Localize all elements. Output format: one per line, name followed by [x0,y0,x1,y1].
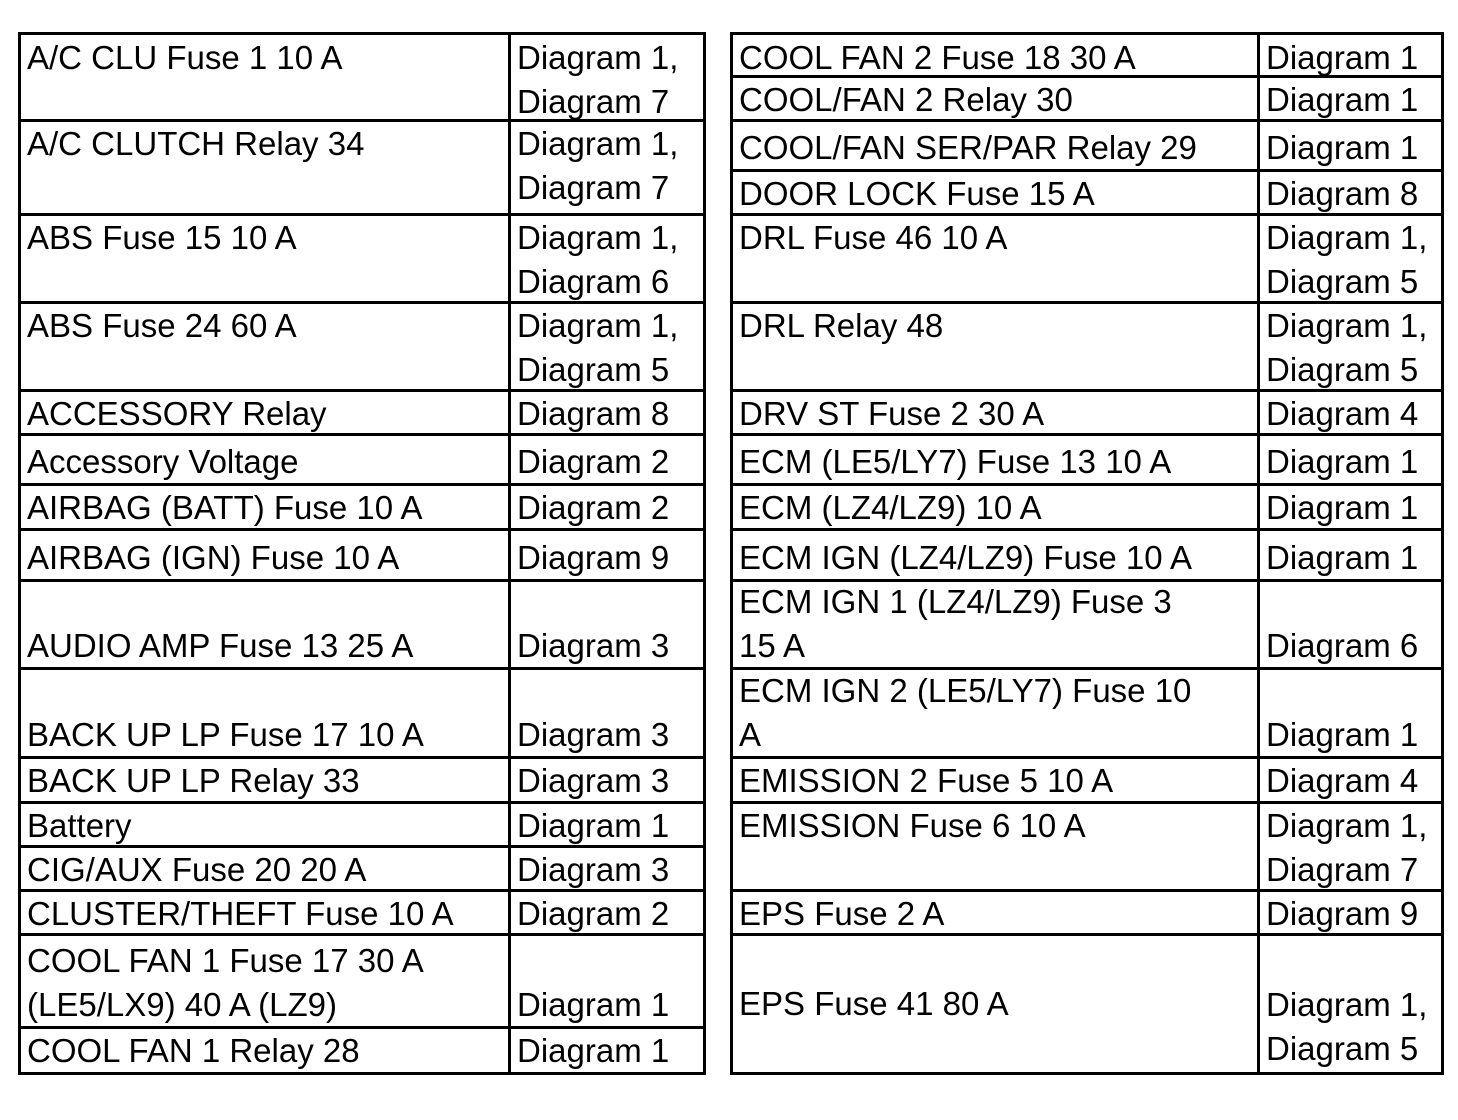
row-divider [21,433,703,436]
diagram-reference: Diagram 1 [517,1032,670,1069]
row-divider [21,933,703,936]
component-label: COOL FAN 1 Relay 28 [27,1032,360,1069]
component-label: AIRBAG (BATT) Fuse 10 A [27,489,423,526]
row-divider [733,528,1441,531]
component-label: COOL/FAN SER/PAR Relay 29 [739,129,1197,166]
diagram-reference: Diagram 1 [1266,81,1419,118]
component-label: ECM (LZ4/LZ9) 10 A [739,489,1042,526]
component-label: AIRBAG (IGN) Fuse 10 A [27,539,400,576]
row-divider [733,933,1441,936]
component-label: BACK UP LP Fuse 17 10 A [27,716,424,753]
row-divider [21,528,703,531]
component-label: DRV ST Fuse 2 30 A [739,395,1045,432]
component-label: A/C CLU Fuse 1 10 A [27,39,343,76]
diagram-reference: Diagram 3 [517,627,670,664]
component-label: ACCESSORY Relay [27,395,327,432]
component-label: Accessory Voltage [27,443,299,480]
component-label: EMISSION 2 Fuse 5 10 A [739,762,1114,799]
diagram-reference: Diagram 1, Diagram 7 [517,125,679,206]
component-label: DOOR LOCK Fuse 15 A [739,175,1095,212]
component-label: EPS Fuse 41 80 A [739,984,1009,1022]
diagram-reference: Diagram 3 [517,716,670,753]
diagram-reference: Diagram 1, Diagram 7 [1266,807,1428,888]
diagram-reference: Diagram 6 [1266,627,1419,664]
diagram-reference: Diagram 3 [517,851,670,888]
component-label: ABS Fuse 15 10 A [27,219,297,256]
diagram-reference: Diagram 3 [517,762,670,799]
component-label: COOL/FAN 2 Relay 30 [739,81,1073,118]
diagram-reference: Diagram 2 [517,489,670,526]
diagram-reference: Diagram 8 [1266,175,1419,212]
diagram-reference: Diagram 2 [517,895,670,932]
component-label: CIG/AUX Fuse 20 20 A [27,851,367,888]
diagram-reference: Diagram 1, Diagram 5 [1266,219,1428,300]
component-label: DRL Fuse 46 10 A [739,219,1008,256]
diagram-reference: Diagram 4 [1266,395,1419,432]
component-label: Battery [27,807,132,844]
component-label: AUDIO AMP Fuse 13 25 A [27,627,414,664]
diagram-reference: Diagram 1, Diagram 5 [1266,986,1428,1067]
component-label: COOL FAN 1 Fuse 17 30 A (LE5/LX9) 40 A (LZ9) [27,942,424,1023]
component-label: ECM IGN 1 (LZ4/LZ9) Fuse 3 15 A [739,583,1172,664]
diagram-reference: Diagram 1 [1266,129,1419,166]
fuse-index-table-left [18,32,706,1075]
diagram-reference: Diagram 1 [517,986,670,1023]
diagram-reference: Diagram 9 [517,539,670,576]
row-divider [21,579,703,582]
diagram-reference: Diagram 8 [517,395,670,432]
diagram-reference: Diagram 1 [517,807,670,844]
component-label: ECM IGN 2 (LE5/LY7) Fuse 10 A [739,672,1192,753]
component-label: DRL Relay 48 [739,307,944,344]
component-label: A/C CLUTCH Relay 34 [27,125,365,162]
diagram-reference: Diagram 1 [1266,716,1419,753]
diagram-reference: Diagram 2 [517,443,670,480]
row-divider [21,667,703,670]
component-label: EPS Fuse 2 A [739,895,945,932]
component-label: COOL FAN 2 Fuse 18 30 A [739,39,1136,76]
component-label: ABS Fuse 24 60 A [27,307,297,344]
component-label: BACK UP LP Relay 33 [27,762,360,799]
fuse-index-table-right [730,32,1444,1075]
diagram-reference: Diagram 1 [1266,443,1419,480]
diagram-reference: Diagram 9 [1266,895,1419,932]
row-divider [733,119,1441,122]
diagram-reference: Diagram 1 [1266,489,1419,526]
diagram-reference: Diagram 1, Diagram 7 [517,39,679,120]
row-divider [733,433,1441,436]
diagram-reference: Diagram 1, Diagram 5 [1266,307,1428,388]
component-label: EMISSION Fuse 6 10 A [739,807,1086,844]
component-label: ECM (LE5/LY7) Fuse 13 10 A [739,443,1172,480]
diagram-reference: Diagram 1, Diagram 5 [517,307,679,388]
component-label: ECM IGN (LZ4/LZ9) Fuse 10 A [739,539,1192,576]
diagram-reference: Diagram 1 [1266,39,1419,76]
diagram-reference: Diagram 1, Diagram 6 [517,219,679,300]
diagram-reference: Diagram 1 [1266,539,1419,576]
component-label: CLUSTER/THEFT Fuse 10 A [27,895,454,932]
diagram-reference: Diagram 4 [1266,762,1419,799]
